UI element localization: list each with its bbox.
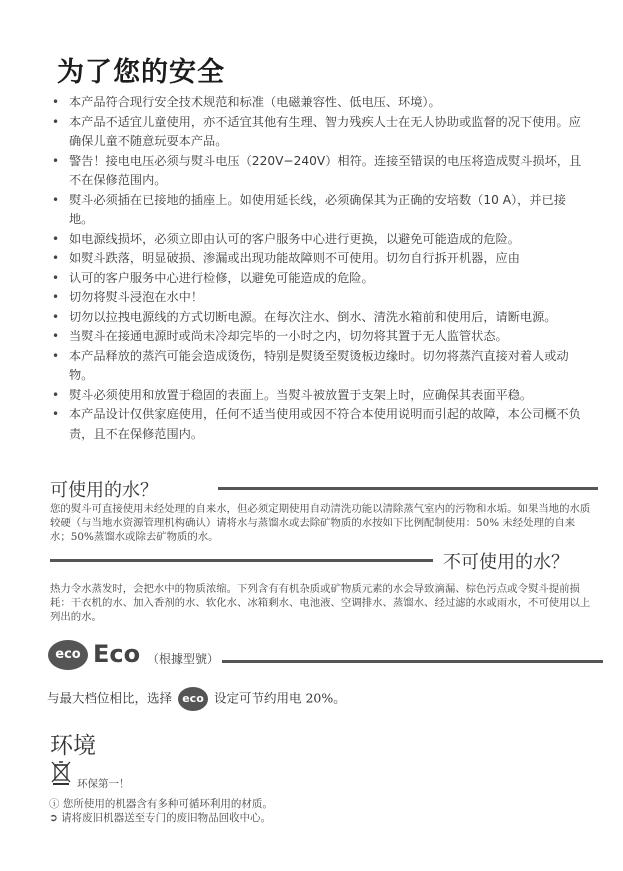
list-item: • 如熨斗跌落，明显破损、渗漏或出现功能故障则不可使用。切勿自行拆开机器，应由 [52,251,520,265]
usable-water-text: 您的熨斗可直接使用未经处理的自来水，但必须定期使用自动清洗功能以清除蒸气室内的污物和水垢。如果当地的水质较硬（与当地水资源管理机构确认）请将水与蒸馏水或去除矿物质的水按如下比例配制使用：50% 未经处理的自来水；50%蒸馏水或除去矿物质的水。 [50,503,591,543]
safety-list [48,93,588,444]
list-item: • 切勿以拉拽电源线的方式切断电源。在每次注水、倒水、清洗水箱前和使用后，请断电源。 [52,309,557,324]
environment-item: ➲ 请将废旧机器送至专门的废旧物品回收中心。 [49,812,272,824]
list-item: • 熨斗必须使用和放置于稳固的表面上。当熨斗被放置于支架上时，应确保其表面平稳。 [52,387,533,402]
unusable-water-heading: 不可使用的水？ [443,552,569,573]
unusable-water-text: 热力令水蒸发时，会把水中的物质浓缩。下列含有有机杂质或矿物质元素的水会导致滴漏、棕色污点或令熨斗提前损耗：干衣机的水、加入香剂的水、软化水、冰箱剩水、电池液、空调排水、蒸馏水、经过滤的水或雨水，不可使用以上列出的水。 [50,583,591,623]
usable-water-heading: 可使用的水？ [50,480,158,501]
eco-subtitle: （根據型號） [147,652,220,666]
eco-icon: eco [178,687,208,711]
list-item: • 本产品设计仅供家庭使用，任何不适当使用或因不符合本使用说明而引起的故障，本公司概不负责，且不在保修范围内。 [52,407,581,441]
list-item: • 如电源线损坏，必须立即由认可的客户服务中心进行更换，以避免可能造成的危险。 [52,231,520,246]
list-item: • 警告！接电电压必须与熨斗电压（220V−240V）相符。连接至错误的电压将造成熨斗损坏，且不在保修范围内。 [52,153,582,187]
environment-protect: 环保第一！ [77,778,130,790]
section-rule [50,559,433,562]
list-item: • 切勿将熨斗浸泡在水中！ [52,290,204,304]
eco-description: 与最大档位相比，选择 eco 设定可节约用电 20%。 [47,687,346,711]
section-rule [218,487,598,490]
recycle-arrow-icon: ➲ [49,812,58,824]
list-item: • 认可的客户服务中心进行检修，以避免可能造成的危险。 [52,270,374,285]
list-item: • 本产品符合现行安全技术规范和标准（电磁兼容性、低电压、环境）。 [52,95,441,109]
environment-item: ⓘ 您所使用的机器含有多种可循环利用的材质。 [49,798,273,810]
list-item: • 本产品不适宜儿童使用，亦不适宜其他有生理、智力残疾人士在无人协助或监督的况下使用。应确保儿童不随意玩耍本产品。 [52,114,581,148]
list-item: • 熨斗必须插在已接地的插座上。如使用延长线，必须确保其为正确的安培数（10 A），并已接地。 [52,192,566,226]
info-icon: ⓘ [49,798,60,810]
list-item: • 当熨斗在接通电源时或尚未冷却完毕的一小时之内，切勿将其置于无人监管状态。 [52,329,508,343]
crossed-bin-icon [50,760,72,790]
eco-title: Eco [93,640,141,668]
environment-title: 环境 [50,733,96,759]
section-rule [222,660,603,663]
eco-icon: eco [48,640,88,670]
page-title: 为了您的安全 [57,57,225,88]
list-item: • 本产品释放的蒸汽可能会造成烫伤，特别是熨烫至熨烫板边缘时。切勿将蒸汽直接对着人或动物。 [52,348,569,382]
